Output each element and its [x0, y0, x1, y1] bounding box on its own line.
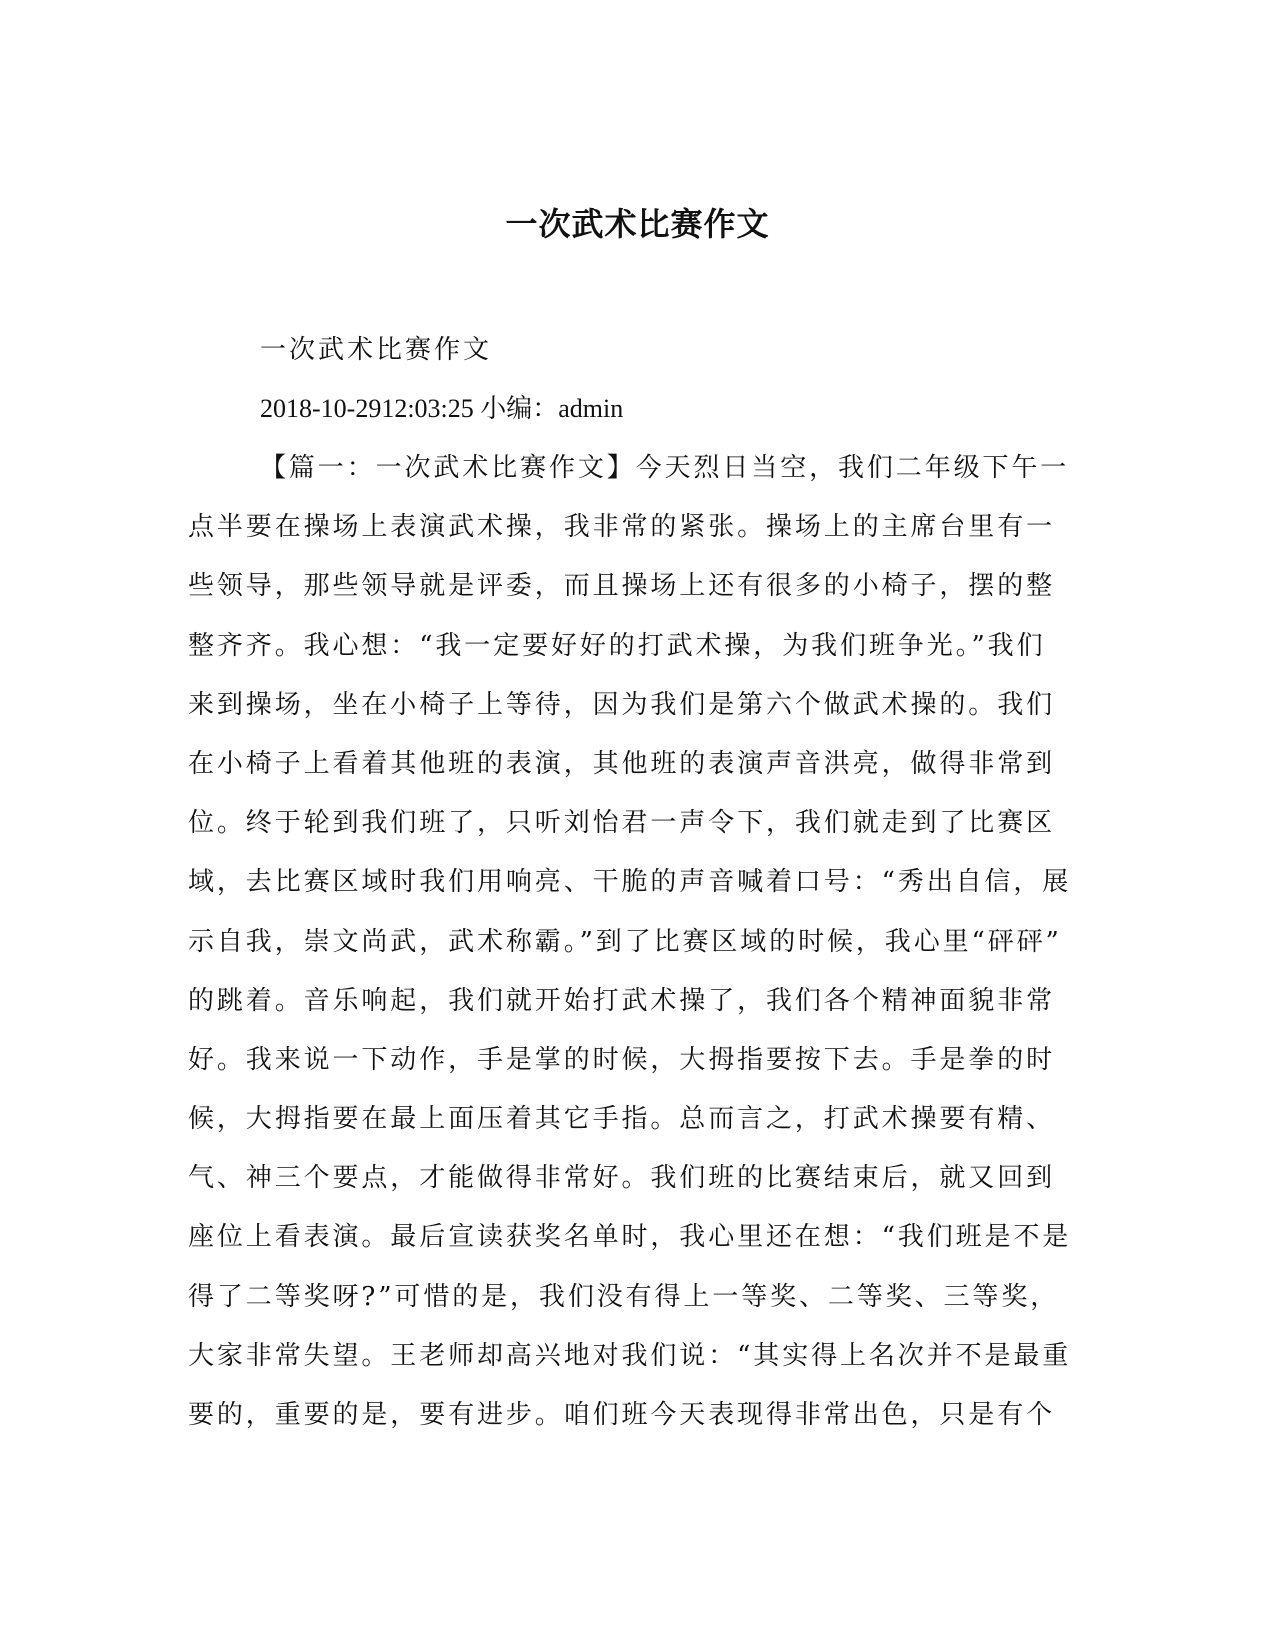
article-body: [188, 448, 1072, 1454]
body-line: 大家非常失望。王老师却高兴地对我们说：“其实得上名次并不是最重: [188, 1340, 1072, 1371]
body-line: 位。终于轮到我们班了，只听刘怡君一声令下，我们就走到了比赛区: [188, 808, 1056, 839]
body-line: 在小椅子上看着其他班的表演，其他班的表演声音洪亮，做得非常到: [188, 748, 1056, 779]
body-line: 候，大拇指要在最上面压着其它手指。总而言之，打武术操要有精、: [188, 1104, 1056, 1135]
body-line: 要的，重要的是，要有进步。咱们班今天表现得非常出色，只是有个: [188, 1400, 1056, 1430]
body-line: 座位上看表演。最后宣读获奖名单时，我心里还在想：“我们班是不是: [188, 1222, 1072, 1253]
body-line: 域，去比赛区域时我们用响亮、干脆的声音喊着口号：“秀出自信，展: [188, 867, 1072, 898]
body-line: 的跳着。音乐响起，我们就开始打武术操了，我们各个精神面貌非常: [188, 985, 1056, 1016]
body-line: 示自我，崇文尚武，武术称霸。”到了比赛区域的时候，我心里“砰砰”: [188, 926, 1062, 957]
body-line: 点半要在操场上表演武术操，我非常的紧张。操场上的主席台里有一: [188, 512, 1056, 543]
article-heading: 一次武术比赛作文: [260, 335, 493, 365]
body-line: 些领导，那些领导就是评委，而且操场上还有很多的小椅子，摆的整: [188, 571, 1056, 602]
article-meta: 2018-10-2912:03:25 小编：admin: [260, 394, 624, 423]
body-line: 得了二等奖呀?”可惜的是，我们没有得上一等奖、二等奖、三等奖，: [188, 1281, 1060, 1312]
body-line: 气、神三个要点，才能做得非常好。我们班的比赛结束后，就又回到: [188, 1163, 1056, 1194]
body-line: 来到操场，坐在小椅子上等待，因为我们是第六个做武术操的。我们: [188, 689, 1056, 720]
document-title: 一次武术比赛作文: [505, 205, 770, 243]
body-line: 整齐齐。我心想：“我一定要好好的打武术操，为我们班争光。”我们: [188, 630, 1046, 661]
body-line: 【篇一：一次武术比赛作文】今天烈日当空，我们二年级下午一: [260, 453, 1070, 483]
body-line: 好。我来说一下动作，手是掌的时候，大拇指要按下去。手是拳的时: [188, 1044, 1056, 1075]
